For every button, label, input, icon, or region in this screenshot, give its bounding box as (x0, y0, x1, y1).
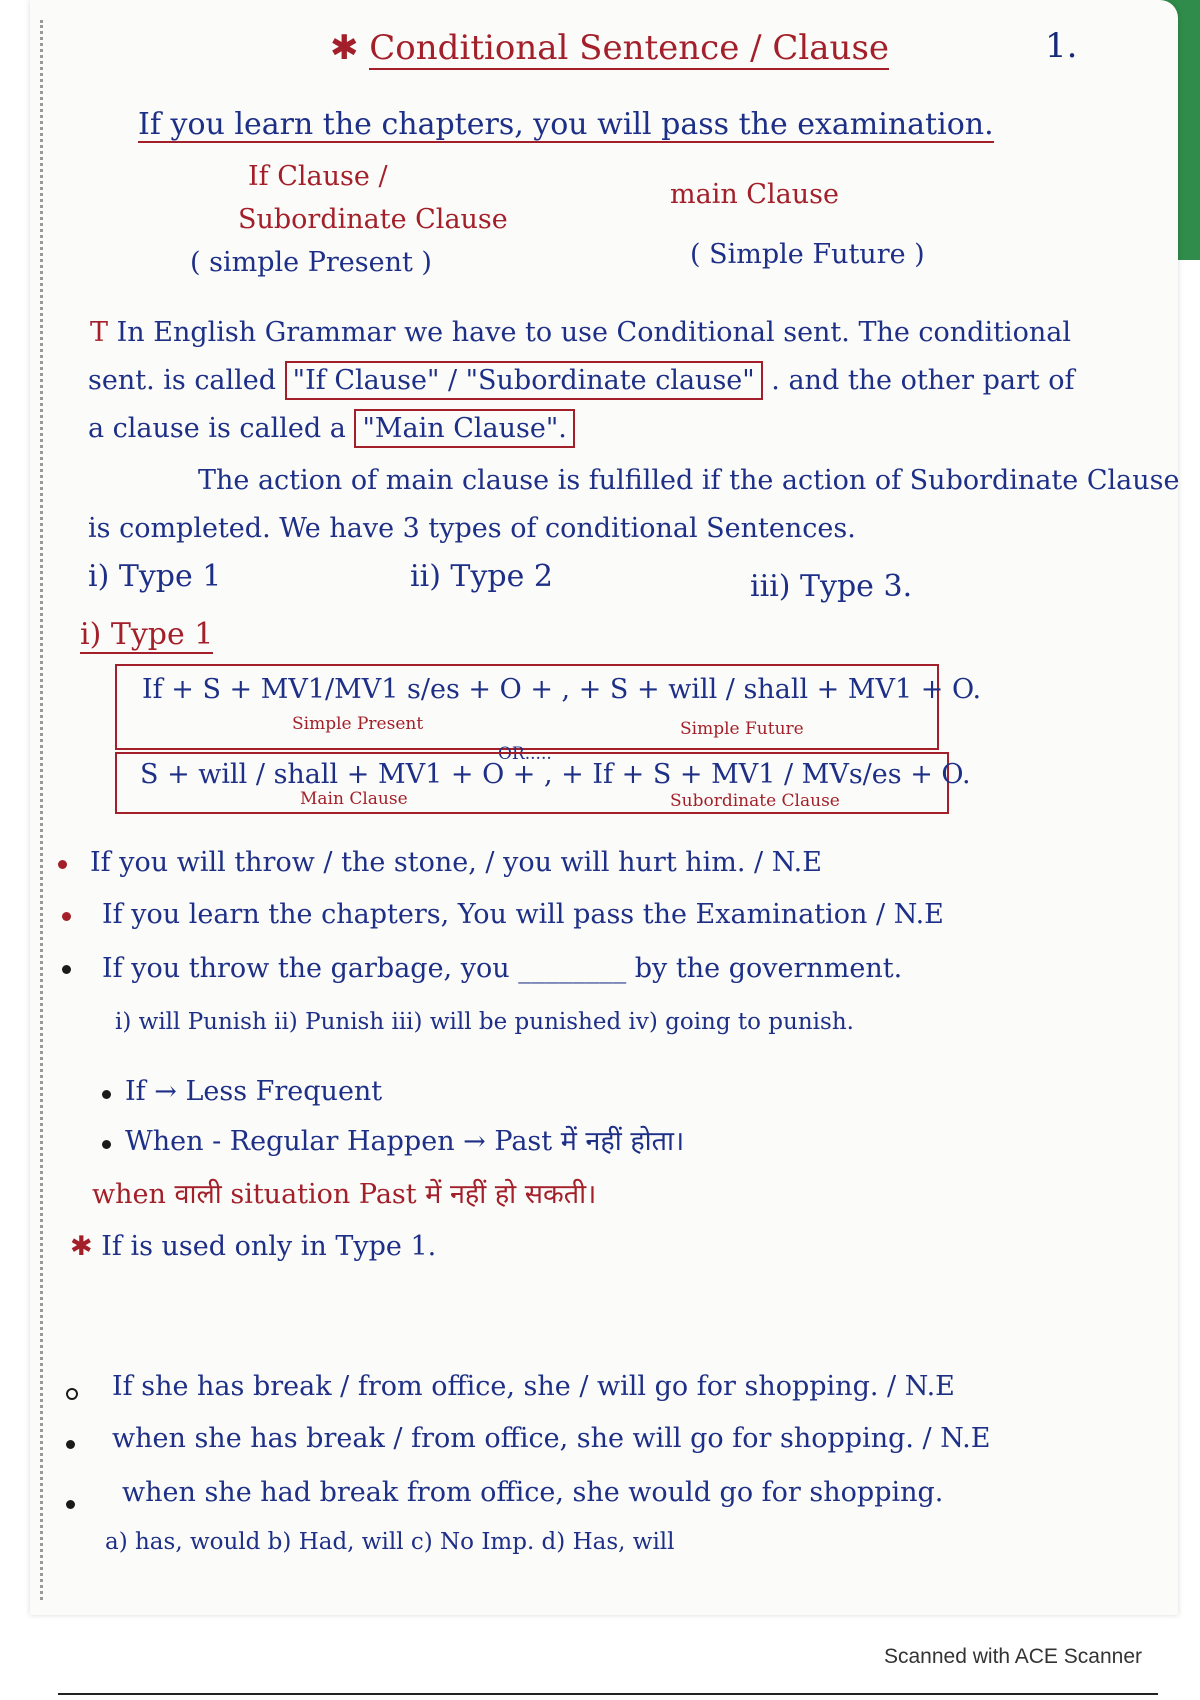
boxed-main-clause: "Main Clause". (354, 409, 574, 448)
type-list-item-2: ii) Type 2 (410, 559, 553, 594)
paragraph-line-5: is completed. We have 3 types of conditional Sentences. (88, 513, 856, 544)
example2-line-3: when she had break from office, she would go for shopping. (122, 1477, 944, 1508)
example-line-2: If you learn the chapters, You will pass the Examination / N.E (102, 899, 944, 930)
label-subordinate-clause: Subordinate Clause (238, 204, 508, 235)
paragraph-line-4: The action of main clause is fulfilled if the action of Subordinate Clause (198, 465, 1180, 496)
bullet (62, 965, 71, 974)
bullet (102, 1090, 111, 1099)
bullet (66, 1440, 75, 1449)
paragraph-line-1: T In English Grammar we have to use Conditional sent. The conditional (90, 317, 1071, 348)
example2-line-2: when she has break / from office, she will go for shopping. / N.E (112, 1423, 991, 1454)
example-sentence: If you learn the chapters, you will pass the examination. (138, 107, 994, 142)
paragraph-line-2: sent. is called "If Clause" / "Subordinate clause" . and the other part of (88, 366, 1075, 396)
label-simple-present: ( simple Present ) (190, 247, 432, 278)
formula-2-under-left: Main Clause (300, 789, 408, 809)
note-if-less-frequent: If → Less Frequent (125, 1076, 383, 1107)
formula-2: S + will / shall + MV1 + O + , + If + S + MV1 / MVs/es + O. (140, 759, 971, 790)
note-if-type1: ✱ If is used only in Type 1. (70, 1231, 437, 1262)
note-when-regular: When - Regular Happen → Past में नहीं होता। (125, 1126, 685, 1157)
margin-line (40, 20, 45, 1600)
page-number: 1. (1045, 26, 1078, 66)
example-options-2: a) has, would b) Had, will c) No Imp. d) Has, will (105, 1529, 675, 1555)
formula-2-under-right: Subordinate Clause (670, 791, 840, 811)
label-if-clause: If Clause / (248, 161, 388, 192)
formula-1-under-left: Simple Present (292, 714, 424, 734)
formula-or: OR..... (498, 744, 552, 764)
example-line-1: If you will throw / the stone, / you will hurt him. / N.E (90, 847, 822, 878)
bullet (66, 1500, 75, 1509)
bullet (58, 860, 67, 869)
footer-divider (58, 1693, 1158, 1695)
scanner-watermark: Scanned with ACE Scanner (884, 1645, 1142, 1668)
formula-1-under-right: Simple Future (680, 719, 804, 739)
label-simple-future: ( Simple Future ) (690, 239, 925, 270)
example-line-3: If you throw the garbage, you ________ by the government. (102, 953, 903, 984)
note-when-situation: when वाली situation Past में नहीं हो सकती। (92, 1179, 597, 1210)
bullet (102, 1140, 111, 1149)
type-list-item-3: iii) Type 3. (750, 569, 913, 604)
notebook-page (30, 0, 1178, 1615)
label-main-clause: main Clause (670, 179, 839, 210)
example2-line-1: If she has break / from office, she / will go for shopping. / N.E (112, 1371, 955, 1402)
type1-heading: i) Type 1 (80, 617, 214, 652)
paragraph-line-3: a clause is called a "Main Clause". (88, 414, 575, 444)
type-list-item-1: i) Type 1 (88, 559, 222, 594)
boxed-if-clause: "If Clause" / "Subordinate clause" (285, 361, 763, 400)
formula-1: If + S + MV1/MV1 s/es + O + , + S + will / shall + MV1 + O. (142, 674, 982, 705)
page-title: ✱ Conditional Sentence / Clause (330, 28, 890, 68)
bullet (66, 1388, 78, 1400)
example-options-1: i) will Punish ii) Punish iii) will be punished iv) going to punish. (115, 1009, 854, 1035)
bullet (62, 912, 71, 921)
